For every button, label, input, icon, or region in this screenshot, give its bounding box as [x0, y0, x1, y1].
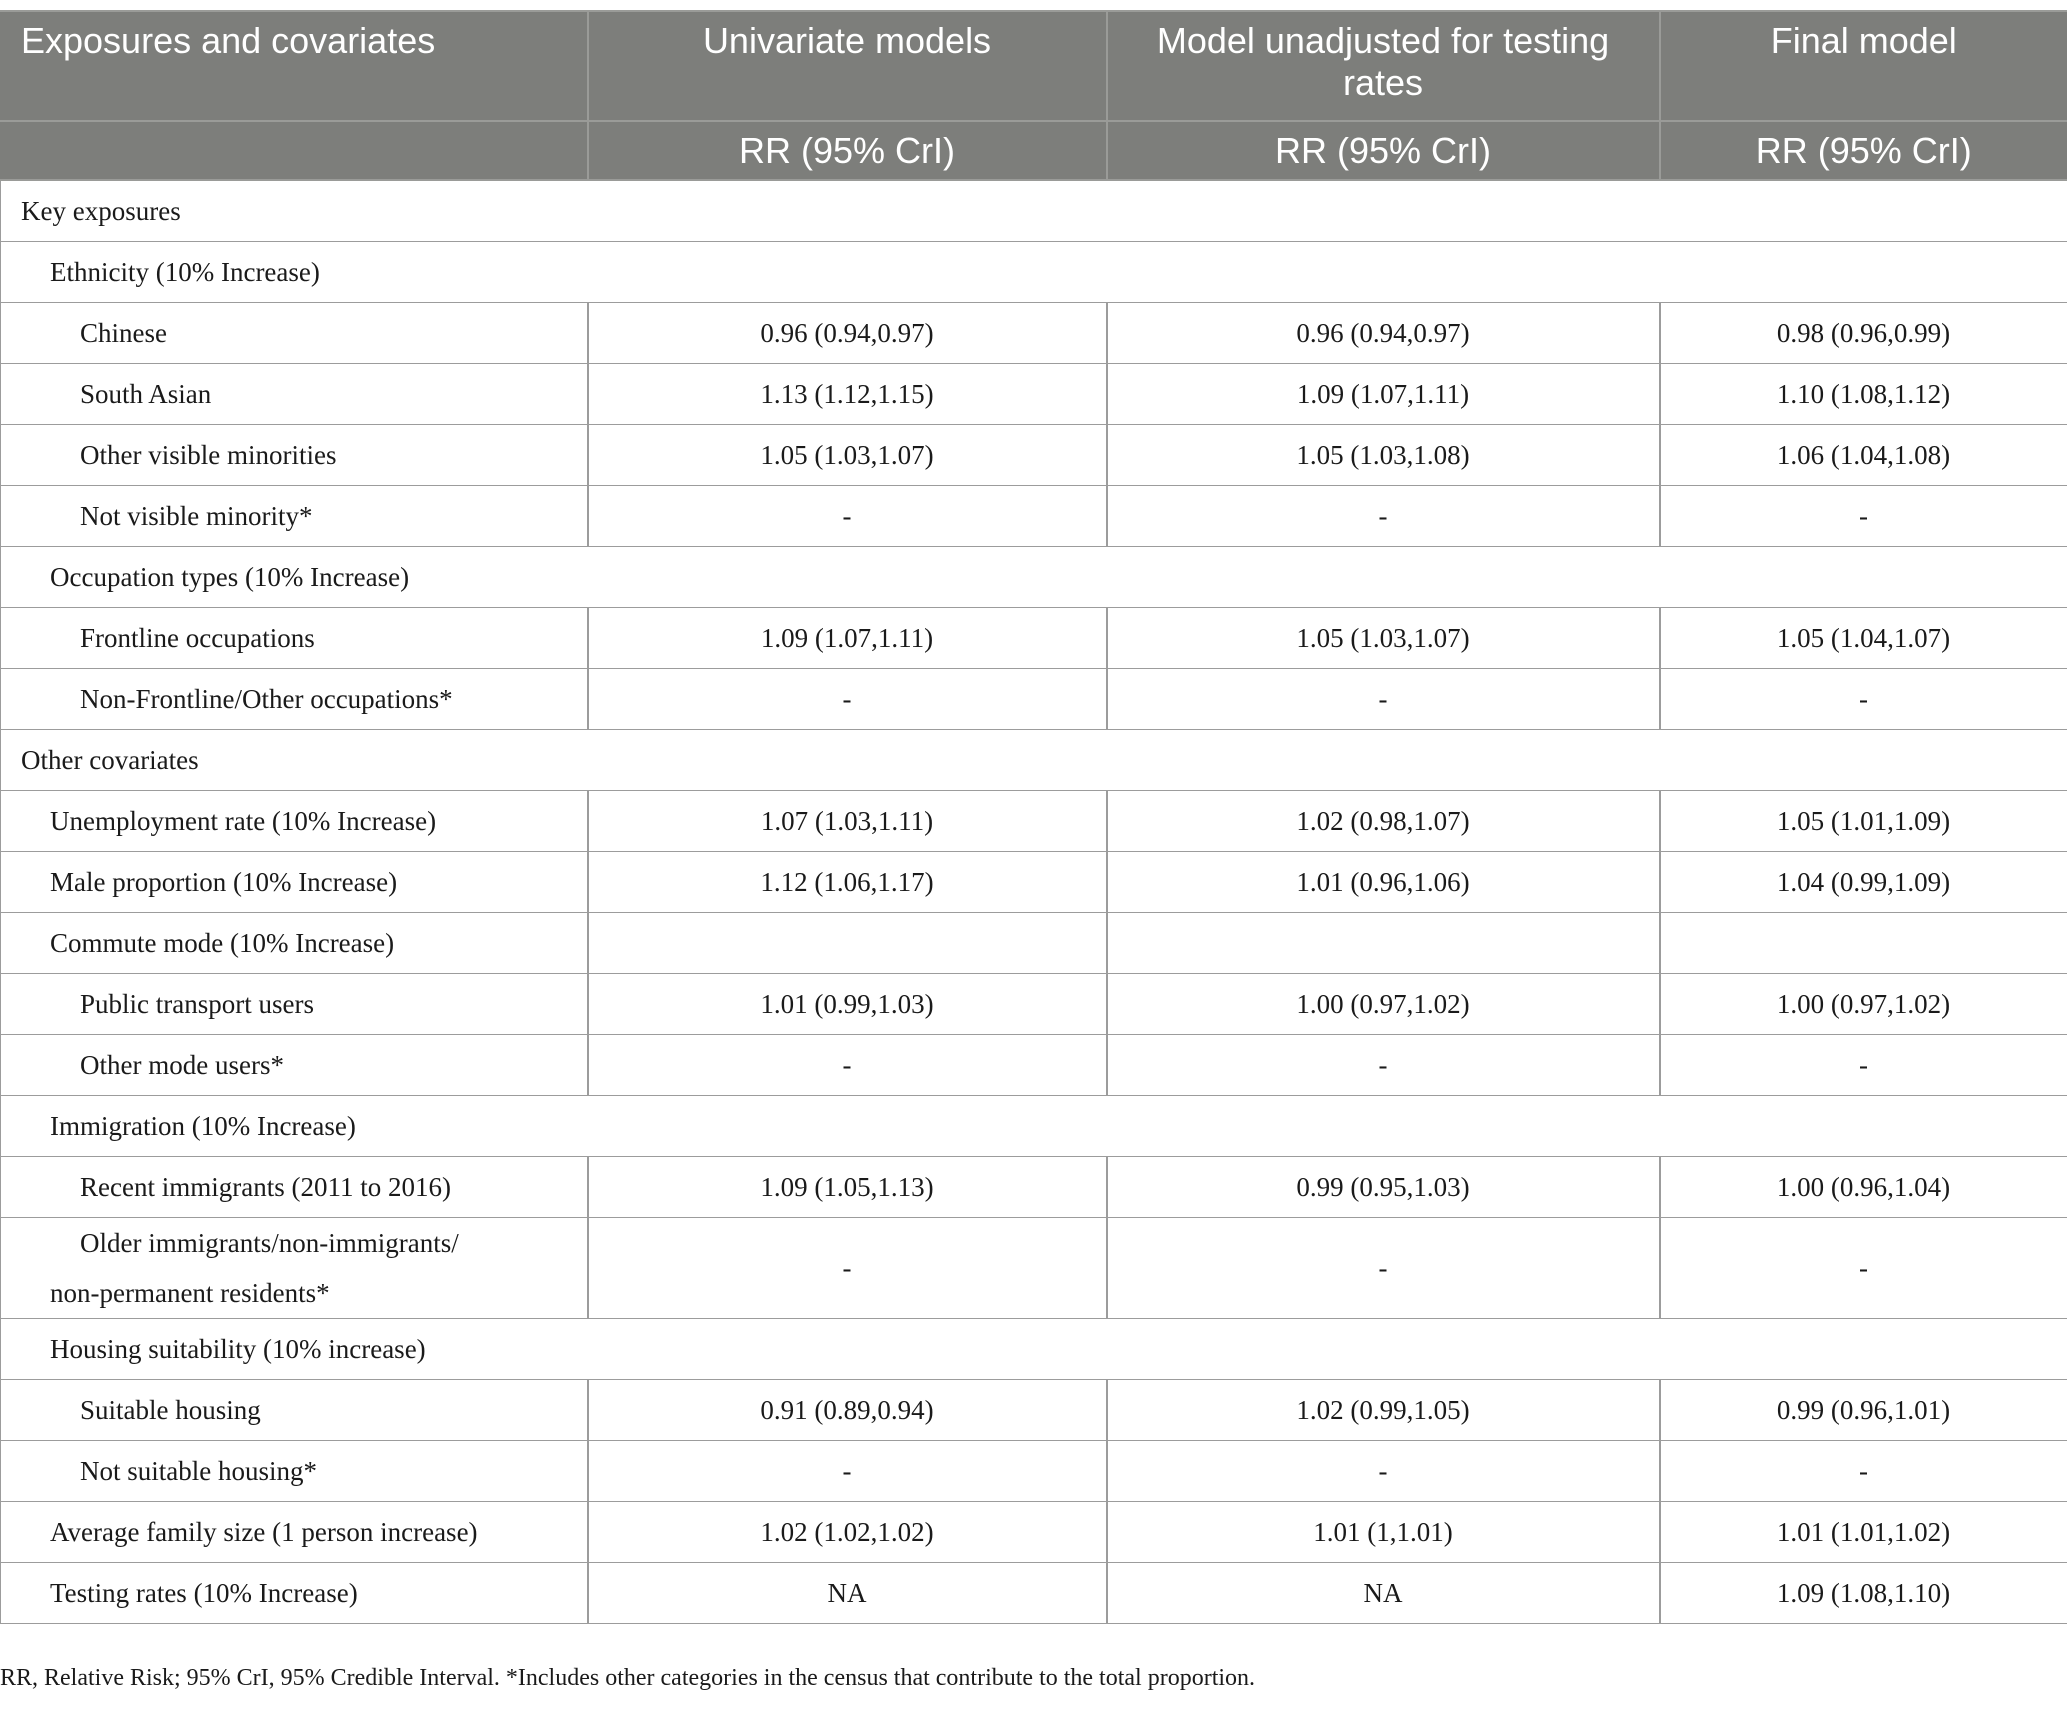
univariate-value: 1.12 (1.06,1.17) [588, 851, 1107, 912]
category-label: South Asian [1, 363, 588, 424]
header-unadjusted: Model unadjusted for testing rates [1107, 11, 1660, 121]
header-row [1, 11, 2067, 121]
subheader-row [1, 121, 2067, 180]
table-row [1, 180, 2067, 241]
table-row [1, 1095, 2067, 1156]
subheader-final: RR (95% CrI) [1660, 121, 2067, 180]
table-row [1, 485, 2067, 546]
final-value: 1.05 (1.01,1.09) [1660, 790, 2067, 851]
table-row [1, 912, 2067, 973]
subheader-unadjusted: RR (95% CrI) [1107, 121, 1660, 180]
table-row [1, 302, 2067, 363]
unadjusted-value: - [1107, 1440, 1660, 1501]
unadjusted-value: - [1107, 485, 1660, 546]
group-label: Ethnicity (10% Increase) [1, 241, 2067, 302]
unadjusted-value: 1.00 (0.97,1.02) [1107, 973, 1660, 1034]
category-label: Suitable housing [1, 1379, 588, 1440]
table-row [1, 729, 2067, 790]
table-header [1, 11, 2067, 180]
category-label: Chinese [1, 302, 588, 363]
table-row [1, 790, 2067, 851]
final-value: 1.01 (1.01,1.02) [1660, 1501, 2067, 1562]
final-value: - [1660, 1217, 2067, 1318]
category-label [1, 1217, 588, 1318]
unadjusted-value: 1.05 (1.03,1.08) [1107, 424, 1660, 485]
group-label: Testing rates (10% Increase) [1, 1562, 588, 1623]
group-label: Housing suitability (10% increase) [1, 1318, 2067, 1379]
table-row [1, 1034, 2067, 1095]
table-row [1, 1318, 2067, 1379]
unadjusted-value: 1.05 (1.03,1.07) [1107, 607, 1660, 668]
final-value: - [1660, 1034, 2067, 1095]
unadjusted-value: - [1107, 668, 1660, 729]
univariate-value: - [588, 1440, 1107, 1501]
univariate-value: 1.05 (1.03,1.07) [588, 424, 1107, 485]
category-label: Public transport users [1, 973, 588, 1034]
group-label: Unemployment rate (10% Increase) [1, 790, 588, 851]
final-value: 1.10 (1.08,1.12) [1660, 363, 2067, 424]
table-row [1, 241, 2067, 302]
table-row [1, 1217, 2067, 1318]
table-row [1, 424, 2067, 485]
univariate-value: 0.91 (0.89,0.94) [588, 1379, 1107, 1440]
unadjusted-value: 1.02 (0.99,1.05) [1107, 1379, 1660, 1440]
section-heading: Key exposures [1, 180, 2067, 241]
subheader-univariate: RR (95% CrI) [588, 121, 1107, 180]
final-value [1660, 912, 2067, 973]
category-label: Not visible minority* [1, 485, 588, 546]
table-row [1, 668, 2067, 729]
univariate-value: 0.96 (0.94,0.97) [588, 302, 1107, 363]
category-label: Other visible minorities [1, 424, 588, 485]
final-value: 1.00 (0.96,1.04) [1660, 1156, 2067, 1217]
unadjusted-value: NA [1107, 1562, 1660, 1623]
table-row [1, 546, 2067, 607]
final-value: 1.00 (0.97,1.02) [1660, 973, 2067, 1034]
unadjusted-value: 0.99 (0.95,1.03) [1107, 1156, 1660, 1217]
univariate-value: 1.02 (1.02,1.02) [588, 1501, 1107, 1562]
table-row [1, 851, 2067, 912]
group-label: Immigration (10% Increase) [1, 1095, 2067, 1156]
header-exposures: Exposures and covariates [1, 11, 588, 121]
group-label: Occupation types (10% Increase) [1, 546, 2067, 607]
table-body [1, 180, 2067, 1623]
table-row [1, 973, 2067, 1034]
univariate-value [588, 912, 1107, 973]
final-value: - [1660, 485, 2067, 546]
univariate-value: - [588, 668, 1107, 729]
table-row [1, 1379, 2067, 1440]
final-value: 1.06 (1.04,1.08) [1660, 424, 2067, 485]
category-label: Other mode users* [1, 1034, 588, 1095]
group-label: Average family size (1 person increase) [1, 1501, 588, 1562]
final-value: - [1660, 1440, 2067, 1501]
table-row [1, 1156, 2067, 1217]
unadjusted-value: - [1107, 1034, 1660, 1095]
unadjusted-value [1107, 912, 1660, 973]
category-label: Frontline occupations [1, 607, 588, 668]
final-value: 1.05 (1.04,1.07) [1660, 607, 2067, 668]
category-label: Not suitable housing* [1, 1440, 588, 1501]
table-row [1, 363, 2067, 424]
unadjusted-value: 1.09 (1.07,1.11) [1107, 363, 1660, 424]
row-label-line1: Older immigrants/non-immigrants/ [80, 1227, 459, 1258]
table-row [1, 607, 2067, 668]
univariate-value: 1.01 (0.99,1.03) [588, 973, 1107, 1034]
category-label: Recent immigrants (2011 to 2016) [1, 1156, 588, 1217]
univariate-value: 1.07 (1.03,1.11) [588, 790, 1107, 851]
unadjusted-value: 0.96 (0.94,0.97) [1107, 302, 1660, 363]
univariate-value: 1.13 (1.12,1.15) [588, 363, 1107, 424]
univariate-value: - [588, 485, 1107, 546]
final-value: 1.04 (0.99,1.09) [1660, 851, 2067, 912]
category-label: Non-Frontline/Other occupations* [1, 668, 588, 729]
header-univariate: Univariate models [588, 11, 1107, 121]
section-heading: Other covariates [1, 729, 2067, 790]
final-value: 1.09 (1.08,1.10) [1660, 1562, 2067, 1623]
table-footnote: RR, Relative Risk; 95% CrI, 95% Credible Interval. *Includes other categories in the census that contribute to the total proportion. [0, 1665, 1256, 1691]
table-row [1, 1501, 2067, 1562]
univariate-value: 1.09 (1.07,1.11) [588, 607, 1107, 668]
final-value: 0.99 (0.96,1.01) [1660, 1379, 2067, 1440]
results-table [0, 10, 2067, 1624]
final-value: 0.98 (0.96,0.99) [1660, 302, 2067, 363]
unadjusted-value: - [1107, 1217, 1660, 1318]
univariate-value: 1.09 (1.05,1.13) [588, 1156, 1107, 1217]
univariate-value: - [588, 1217, 1107, 1318]
univariate-value: - [588, 1034, 1107, 1095]
group-label: Male proportion (10% Increase) [1, 851, 588, 912]
table-row [1, 1440, 2067, 1501]
final-value: - [1660, 668, 2067, 729]
row-label-line2: non-permanent residents* [50, 1277, 330, 1308]
unadjusted-value: 1.01 (1,1.01) [1107, 1501, 1660, 1562]
unadjusted-value: 1.01 (0.96,1.06) [1107, 851, 1660, 912]
subheader-empty [1, 121, 588, 180]
group-label: Commute mode (10% Increase) [1, 912, 588, 973]
unadjusted-value: 1.02 (0.98,1.07) [1107, 790, 1660, 851]
table-row [1, 1562, 2067, 1623]
header-final: Final model [1660, 11, 2067, 121]
univariate-value: NA [588, 1562, 1107, 1623]
